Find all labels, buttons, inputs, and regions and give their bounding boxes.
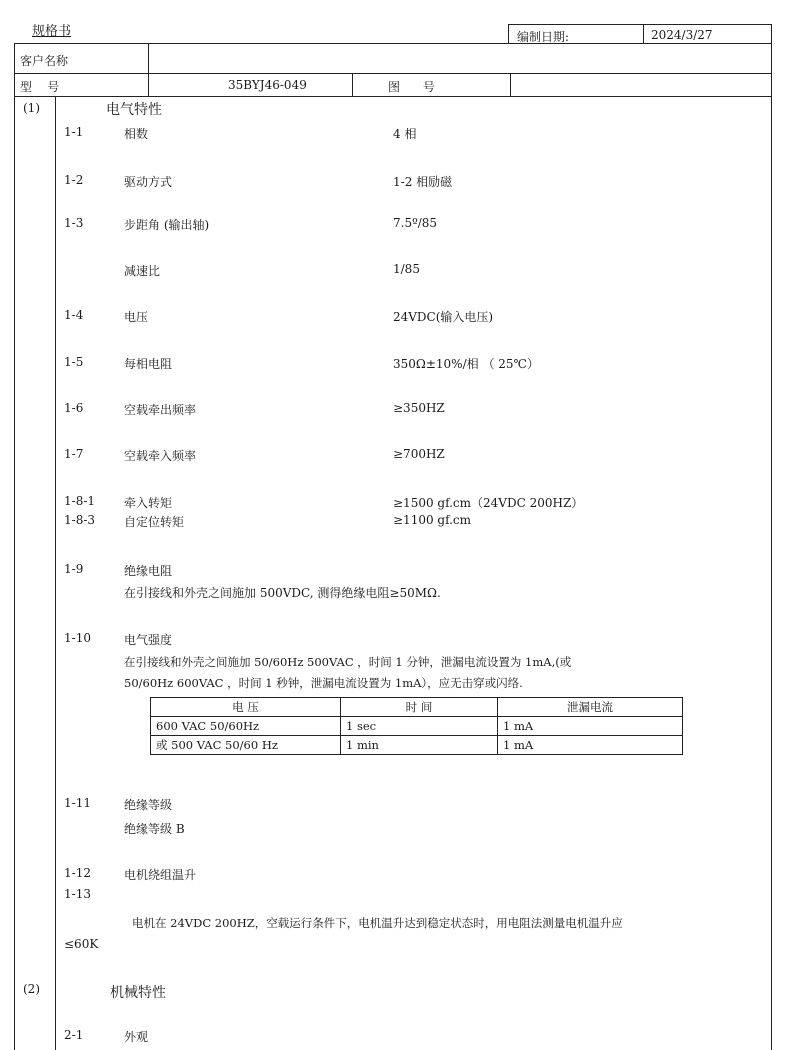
item-label: 每相电阻 xyxy=(124,357,173,371)
frame-left xyxy=(14,43,15,1050)
strength-text-line1: 在引接线和外壳之间施加 50/60Hz 500VAC ，时间 1 分钟，泄漏电流设置为 1mA,(或 xyxy=(124,655,572,669)
table-cell: 或 500 VAC 50/60 Hz xyxy=(151,736,341,755)
item-number: 1-12 xyxy=(64,866,91,880)
document-title: 规格书 xyxy=(32,24,72,39)
item-number: 1-8-3 xyxy=(64,513,96,527)
grid-line xyxy=(14,96,772,97)
item-label: 牵入转矩 xyxy=(124,496,173,510)
item-label: 自定位转矩 xyxy=(124,515,185,529)
item-value: ≥1100 gf.cm xyxy=(393,513,472,527)
strength-text-line2: 50/60Hz 600VAC ，时间 1 秒钟，泄漏电流设置为 1mA），应无击穿或闪络. xyxy=(124,676,523,690)
item-label: 电压 xyxy=(124,310,149,324)
item-label: 电气强度 xyxy=(124,633,173,647)
table-header-row xyxy=(151,698,683,717)
section-title: 电气特性 xyxy=(106,102,162,118)
item-number: 1-7 xyxy=(64,447,84,461)
table-cell: 600 VAC 50/60Hz xyxy=(151,717,341,736)
item-value: 1-2 相励磁 xyxy=(393,175,453,189)
section-column-line xyxy=(55,96,56,1050)
item-value: 24VDC(输入电压) xyxy=(393,310,494,324)
grid-line xyxy=(14,73,772,74)
model-label: 型 号 xyxy=(20,80,60,94)
item-value: 7.5º/85 xyxy=(393,216,438,230)
temp-text-line2: ≤60K xyxy=(64,937,99,951)
grid-line xyxy=(508,24,509,43)
drawing-label: 图 号 xyxy=(388,80,435,94)
table-header-cell: 泄漏电流 xyxy=(498,698,683,717)
grid-line xyxy=(352,73,353,96)
grid-line xyxy=(643,24,644,43)
item-number: 1-10 xyxy=(64,631,91,645)
item-value: 350Ω±10%/相 （ 25℃） xyxy=(393,357,539,371)
item-label: 步距角 (输出轴) xyxy=(124,218,210,232)
item-number: 2-1 xyxy=(64,1028,84,1042)
table-cell: 1 mA xyxy=(498,736,683,755)
item-label: 绝缘电阻 xyxy=(124,564,173,578)
section-index: (1) xyxy=(23,101,40,115)
table-cell: 1 mA xyxy=(498,717,683,736)
temp-text-line1: 电机在 24VDC 200HZ，空载运行条件下，电机温升达到稳定状态时，用电阻法测量电机温升应 xyxy=(132,916,623,930)
section-title: 机械特性 xyxy=(110,985,166,1001)
item-label: 空载牵出频率 xyxy=(124,403,197,417)
table-header-cell: 时 间 xyxy=(341,698,498,717)
class-text: 绝缘等级 B xyxy=(124,822,185,836)
date-label: 编制日期: xyxy=(517,30,570,44)
item-number: 1-11 xyxy=(64,796,91,810)
frame-right xyxy=(771,24,772,1050)
item-number: 1-13 xyxy=(64,887,91,901)
item-label: 绝缘等级 xyxy=(124,798,173,812)
item-number: 1-5 xyxy=(64,355,84,369)
item-value: ≥700HZ xyxy=(393,447,445,461)
table-cell: 1 sec xyxy=(341,717,498,736)
item-number: 1-6 xyxy=(64,401,84,415)
section-index: (2) xyxy=(23,982,40,996)
insulation-text: 在引接线和外壳之间施加 500VDC, 测得绝缘电阻≥50MΩ. xyxy=(124,586,441,600)
table-row xyxy=(151,717,683,736)
table-header-cell: 电 压 xyxy=(151,698,341,717)
model-value: 35BYJ46-049 xyxy=(228,78,307,92)
grid-line xyxy=(510,73,511,96)
item-value: 1/85 xyxy=(393,262,420,276)
test-table xyxy=(150,697,683,755)
item-label: 相数 xyxy=(124,127,149,141)
item-label: 空载牵入频率 xyxy=(124,449,197,463)
item-number: 1-4 xyxy=(64,308,84,322)
item-label: 外观 xyxy=(124,1030,149,1044)
grid-line xyxy=(508,24,772,25)
item-value: ≥350HZ xyxy=(393,401,445,415)
grid-line xyxy=(14,43,772,44)
table-row xyxy=(151,736,683,755)
item-value: 4 相 xyxy=(393,127,417,141)
date-value: 2024/3/27 xyxy=(651,28,713,42)
item-label: 驱动方式 xyxy=(124,175,173,189)
table-cell: 1 min xyxy=(341,736,498,755)
item-label: 减速比 xyxy=(124,264,161,278)
item-value: ≥1500 gf.cm（24VDC 200HZ） xyxy=(393,496,584,510)
customer-label: 客户名称 xyxy=(20,54,69,68)
item-number: 1-1 xyxy=(64,125,84,139)
item-number: 1-2 xyxy=(64,173,84,187)
item-label: 电机绕组温升 xyxy=(124,868,197,882)
item-number: 1-9 xyxy=(64,562,84,576)
grid-line xyxy=(148,43,149,96)
item-number: 1-3 xyxy=(64,216,84,230)
item-number: 1-8-1 xyxy=(64,494,96,508)
